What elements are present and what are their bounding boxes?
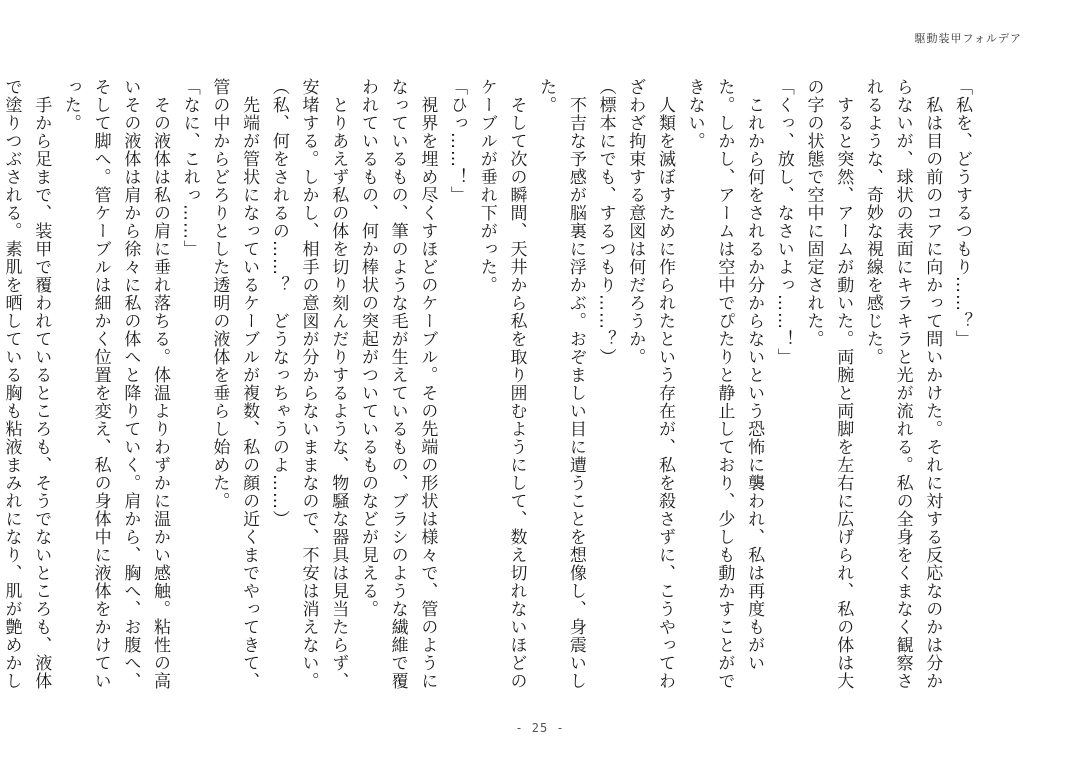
paragraph: 「くっ、放し、なさいよっ……！」 [773, 78, 794, 366]
paragraph: 私は目の前のコアに向かって問いかけた。それに対する反応なのかは分からないが、球状の表面にキラキラと光が流れる。私の全身をくまなく観察されるような、奇妙な視線を感じた。 [862, 78, 943, 690]
paragraph: （標本にでも、するつもり……？） [595, 78, 616, 366]
novel-body-text [1, 78, 976, 703]
paragraph: 「私を、どうするつもり……？」 [952, 78, 972, 348]
paragraph: 手から足まで、装甲で覆われているところも、そうでないところも、液体で塗りつぶされる。素肌を晒している胸も粘液まみれになり、肌が艶めかし [1, 78, 52, 690]
paragraph: 「なに、これっ……」 [179, 78, 200, 258]
paragraph: そして次の瞬間、天井から私を取り囲むようにして、数え切れないほどのケーブルが垂れ下がった。 [476, 78, 527, 690]
paragraph: その液体は私の肩に垂れ落ちる。体温よりわずかに温かい感触。粘性の高いその液体は肩から徐々に私の体へと降りていく。肩から、胸へ、お腹へ、そして脚へ。管ケーブルは細かく位置を変え、私の身体中に液体をかけていった。 [60, 78, 171, 690]
page-number: - 25 - [515, 721, 565, 735]
paragraph: 「ひっ……！」 [447, 78, 468, 204]
paragraph: 先端が管状になっているケーブルが複数、私の顔の近くまでやってきて、管の中からどろりとした透明の液体を垂らし始めた。 [209, 78, 260, 690]
paragraph: すると突然、アームが動いた。両腕と両脚を左右に広げられ、私の体は大の字の状態で空中に固定された。 [803, 78, 854, 690]
book-title-header: 駆動装甲フォルデア [914, 32, 1022, 45]
paragraph: これから何をされるか分からないという恐怖に襲われ、私は再度もがいた。しかし、アームは空中でぴたりと静止しており、少しも動かすことができない。 [684, 78, 765, 690]
paragraph: 不吉な予感が脳裏に浮かぶ。おぞましい目に遭うことを想像し、身震いした。 [536, 78, 586, 690]
paragraph: 人類を滅ぼすために作られたという存在が、私を殺さずに、こうやってわざわざ拘束する意図は何だろうか。 [625, 78, 675, 690]
paragraph: 視界を埋め尽くすほどのケーブル。その先端の形状は様々で、管のようになっているもの、筆のような毛が生えているもの、ブラシのような繊維で覆われているもの、何か棒状の突起がついているものなどが見える。 [357, 78, 438, 690]
paragraph: とりあえず私の体を切り刻んだりするような、物騒な器具は見当たらず、安堵する。しかし、相手の意図が分からないままなので、不安は消えない。 [298, 78, 349, 690]
paragraph: （私、何をされるの……？ どうなっちゃうのよ……） [268, 78, 289, 528]
